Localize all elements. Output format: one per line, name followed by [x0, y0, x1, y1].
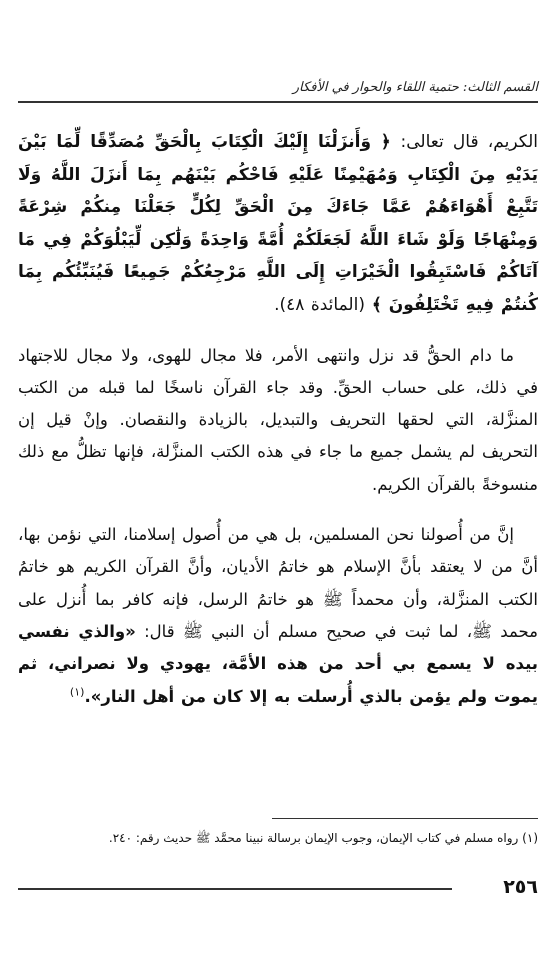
- paragraph-gap: [18, 501, 538, 519]
- footnote-marker[interactable]: (١): [69, 685, 85, 699]
- paragraph-gap: [18, 322, 538, 340]
- paragraph-quran-quote: [18, 126, 538, 322]
- paragraph-lead: الكريم، قال تعالى:: [400, 132, 538, 152]
- paragraph-truth: ما دام الحقُّ قد نزل وانتهى الأمر، فلا مجال للهوى، ولا مجال للاجتهاد في ذلك، على حساب الحقِّ. وقد جاء القرآن ناسخًا لما قبله من الكتب المنزَّلة، التي لحقها التحريف والتبديل، بالزيادة والنقصان. وإنْ قيل إن التحريف لم يشمل جميع ما جاء في هذه الكتب المنزَّلة، فإنها تظلُّ مع ذلك منسوخةً بالقرآن الكريم.: [18, 345, 538, 494]
- body-text: [18, 126, 538, 713]
- page-number: ٢٥٦: [503, 876, 538, 898]
- verse-citation: (المائدة ٤٨).: [274, 294, 365, 315]
- header-divider: [18, 101, 538, 103]
- footnote: (١) رواه مسلم في كتاب الإيمان، وجوب الإيمان برسالة نبينا محمَّد ﷺ حديث رقم: ٢٤٠.: [108, 831, 538, 845]
- quran-verse: ﴿ وَأَنزَلْنَا إِلَيْكَ الْكِتَابَ بِالْحَقِّ مُصَدِّقًا لِّمَا بَيْنَ يَدَيْهِ مِنَ الْكِتَابِ وَمُهَيْمِنًا عَلَيْهِ فَاحْكُم بَيْنَهُم بِمَا أَنزَلَ اللَّهُ وَلَا تَتَّبِعْ أَهْوَاءَهُمْ عَمَّا جَاءَكَ مِنَ الْحَقِّ لِكُلٍّ جَعَلْنَا مِنكُمْ شِرْعَةً وَمِنْهَاجًا وَلَوْ شَاءَ اللَّهُ لَجَعَلَكُمْ أُمَّةً وَاحِدَةً وَلَٰكِن لِّيَبْلُوَكُمْ فِي مَا آتَاكُمْ فَاسْتَبِقُوا الْخَيْرَاتِ إِلَى اللَّهِ مَرْجِعُكُمْ جَمِيعًا فَيُنَبِّئُكُم بِمَا كُنتُمْ فِيهِ تَخْتَلِفُونَ ﴾: [18, 132, 538, 315]
- footer-divider: [18, 888, 452, 890]
- paragraph-principles: [18, 519, 538, 713]
- running-header: القسم الثالث: حتمية اللقاء والحوار في الأفكار: [292, 80, 538, 95]
- paragraph-text: إنَّ من أُصولنا نحن المسلمين، بل هي من أُصول إسلامنا، التي نؤمن بها، أنَّ من لا يعتقد بأنَّ الإسلام هو خاتمُ الأديان، وأنَّ القرآن الكريم هو خاتمُ الكتب المنزَّلة، وأن محمداً ﷺ هو خاتمُ الرسل، فإنه كافر بما أُنزل على محمد ﷺ، لما ثبت في صحيح مسلم أن النبي ﷺ قال:: [18, 525, 538, 641]
- footnote-divider: [272, 818, 538, 819]
- hadith-quote: «والذي نفسي بيده لا يسمع بي أحد من هذه الأمَّة، يهودي ولا نصراني، ثم يموت ولم يؤمن بالذي أُرسلت به إلا كان من أهل النار».: [18, 621, 538, 706]
